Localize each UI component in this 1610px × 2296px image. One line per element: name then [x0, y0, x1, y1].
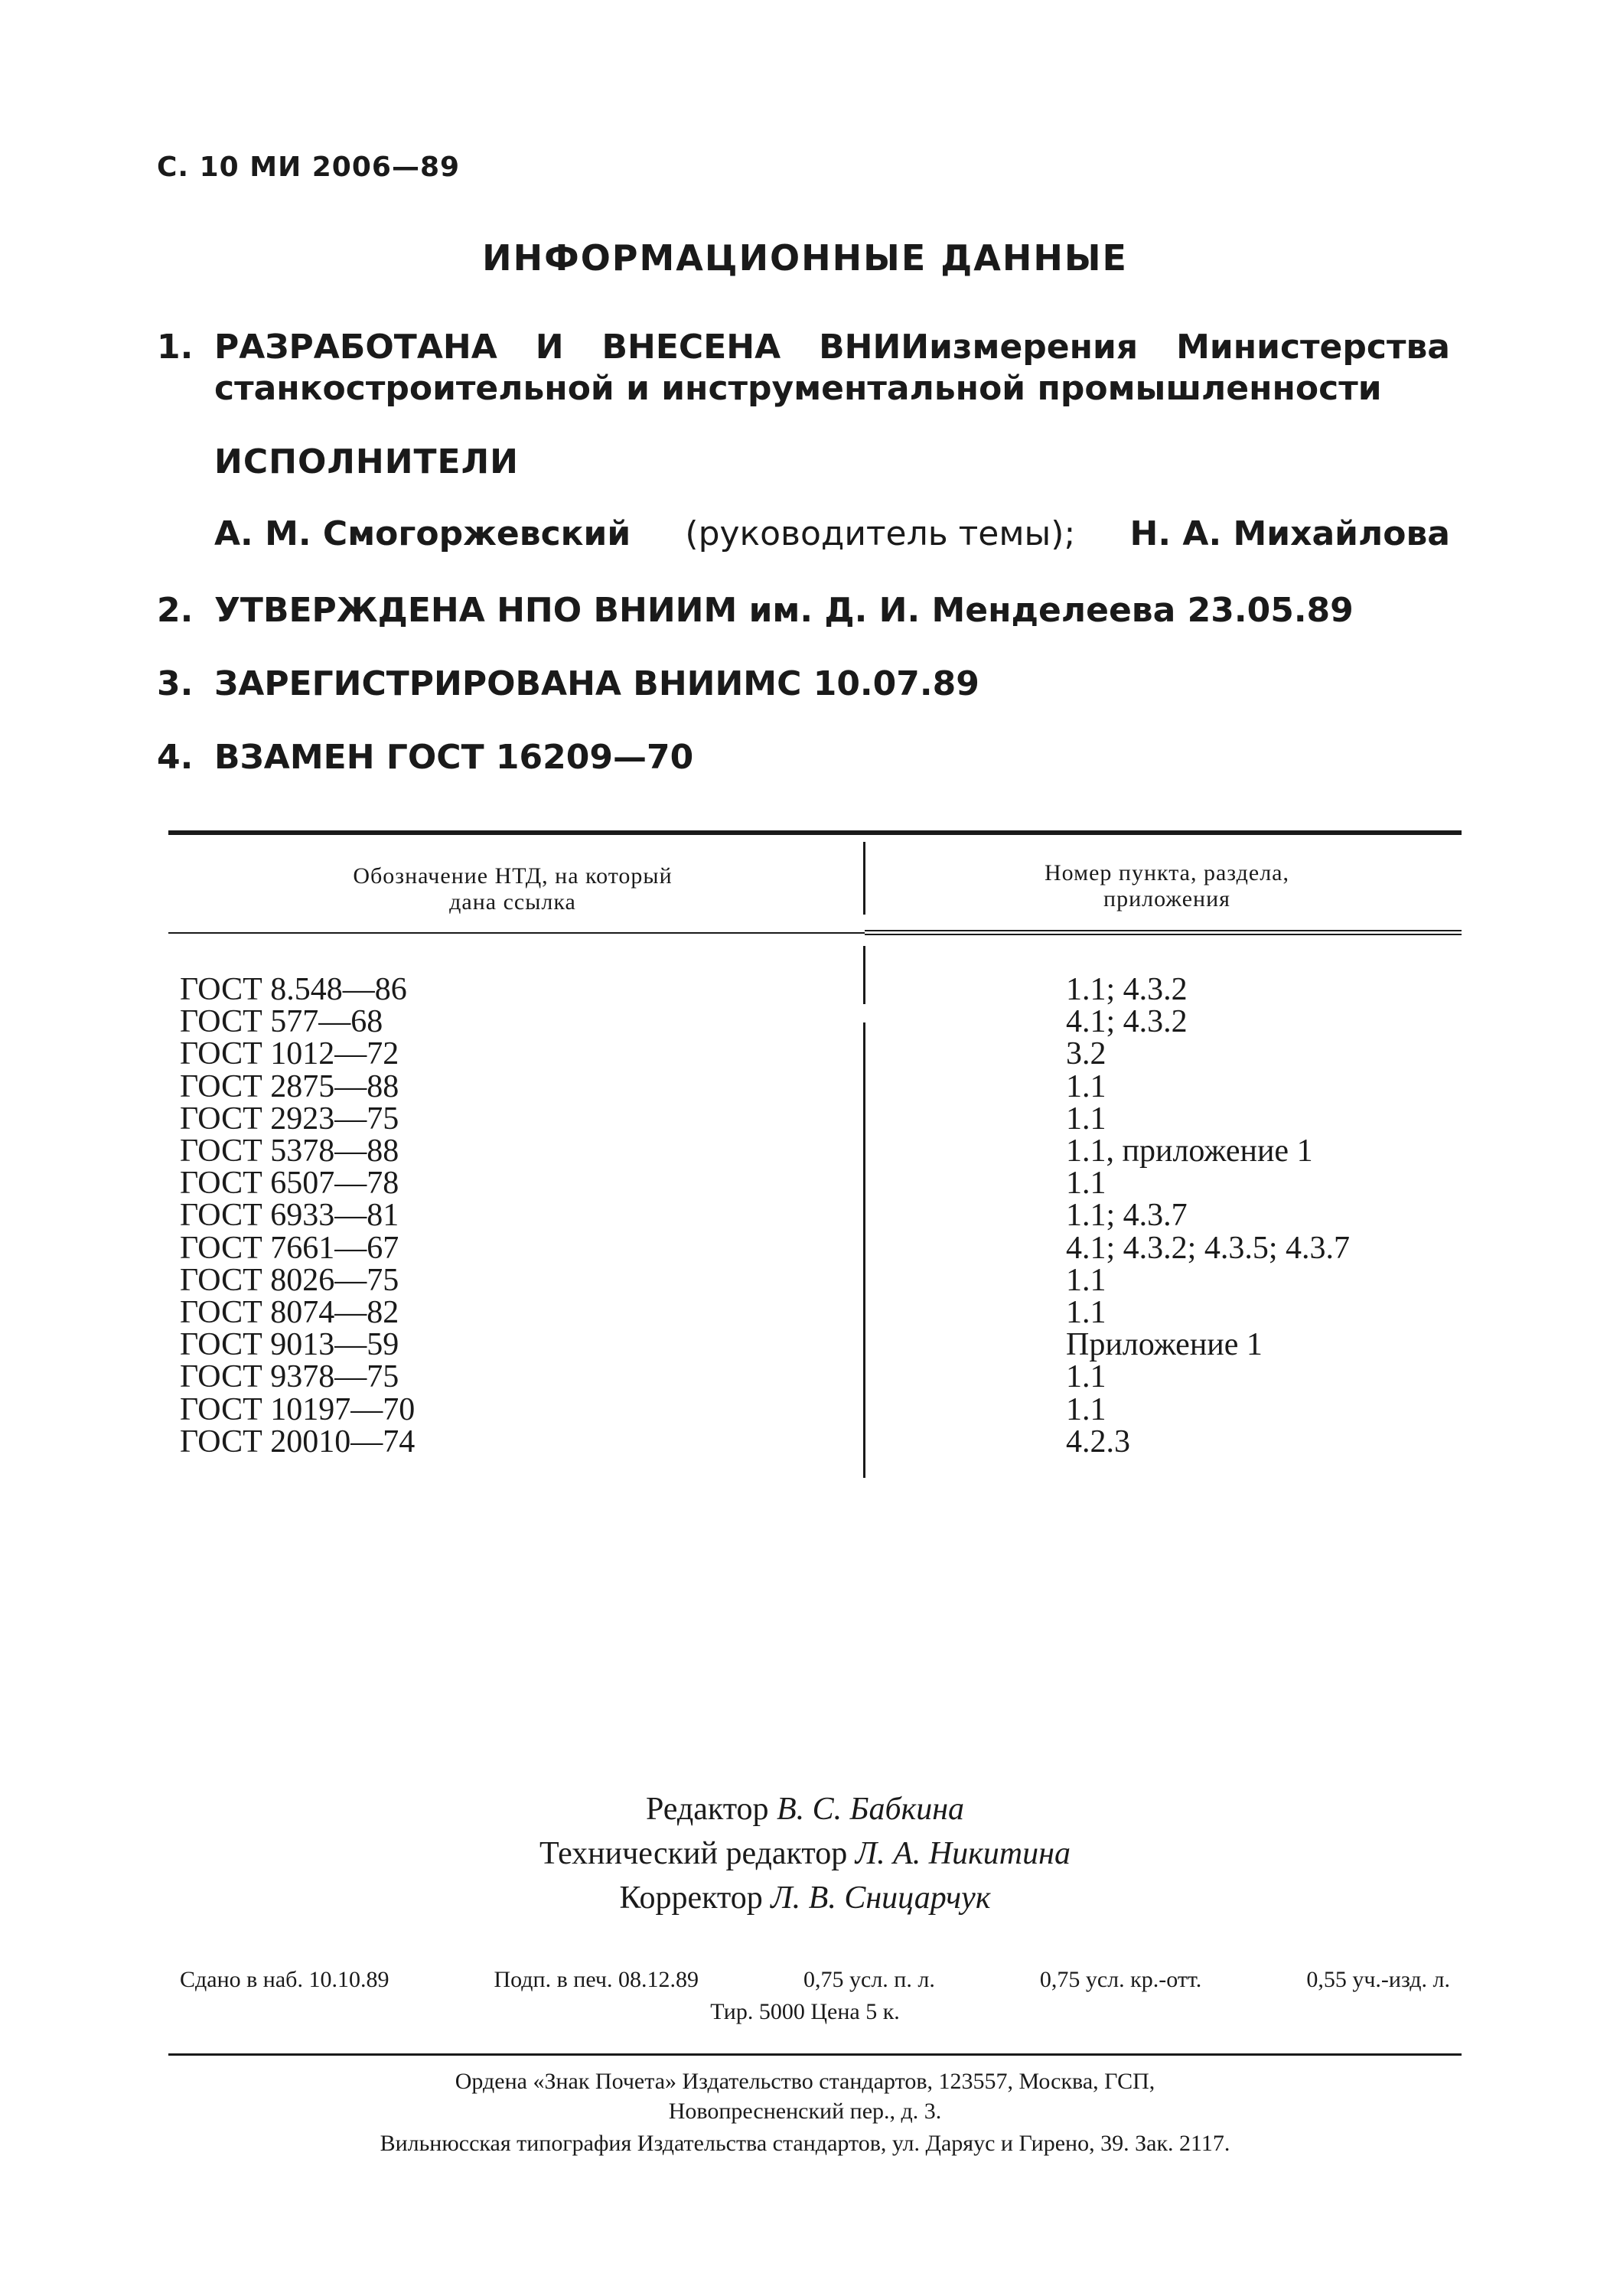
- item-2-number: 2.: [157, 591, 194, 630]
- table-row-reference: 1.1; 4.3.7: [1066, 1198, 1188, 1234]
- item-1-word: ВНЕСЕНА: [601, 328, 781, 367]
- publisher-line-1: Ордена «Знак Почета» Издательство стандартов, 123557, Москва, ГСП,: [455, 2069, 1155, 2094]
- item-1-word: И: [535, 328, 564, 367]
- document-title: ИНФОРМАЦИОННЫЕ ДАННЫЕ: [482, 237, 1128, 279]
- table-row-reference: Приложение 1: [1066, 1327, 1263, 1363]
- credit-editor: Редактор В. С. Бабкина: [645, 1792, 965, 1827]
- table-row-ntd: ГОСТ 20010—74: [180, 1424, 416, 1459]
- item-3-text: ЗАРЕГИСТРИРОВАНА ВНИИМС 10.07.89: [214, 664, 979, 703]
- performer-1: А. М. Смогоржевский: [214, 514, 631, 553]
- table-row-reference: 4.1; 4.3.2; 4.3.5; 4.3.7: [1066, 1230, 1351, 1266]
- table-row-ntd: ГОСТ 9013—59: [180, 1327, 399, 1363]
- table-row-reference: 1.1: [1066, 1295, 1106, 1331]
- table-row-ntd: ГОСТ 5378—88: [180, 1133, 399, 1169]
- table-row-ntd: ГОСТ 6933—81: [180, 1198, 399, 1234]
- item-1-word: Министерства: [1176, 328, 1450, 367]
- credit-tech-editor: Технический редактор Л. А. Никитина: [539, 1836, 1071, 1871]
- table-header-ntd: Обозначение НТД, на который дана ссылка: [353, 863, 673, 915]
- table-row-ntd: ГОСТ 10197—70: [180, 1391, 416, 1427]
- item-1-number: 1.: [157, 328, 194, 367]
- item-4-number: 4.: [157, 738, 194, 777]
- table-row-reference: 1.1, приложение 1: [1066, 1133, 1313, 1169]
- table-row-ntd: ГОСТ 8074—82: [180, 1295, 399, 1331]
- publisher-line-2: Новопресненский пер., д. 3.: [668, 2099, 942, 2124]
- imprint-line-1: Сдано в наб. 10.10.89 Подп. в печ. 08.12.89 0,75 усл. п. л. 0,75 усл. кр.-отт. 0,55 уч.-изд. л.: [180, 1967, 1450, 1992]
- performer-1-role: (руководитель темы);: [685, 514, 1076, 553]
- credit-proofreader: Корректор Л. В. Сницарчук: [619, 1880, 991, 1916]
- table-column-divider: [863, 842, 865, 915]
- printer-line: Вильнюсская типография Издательства стандартов, ул. Даряус и Гирено, 39. Зак. 2117.: [380, 2131, 1230, 2156]
- table-row-ntd: ГОСТ 6507—78: [180, 1166, 399, 1202]
- table-row-reference: 4.1; 4.3.2: [1066, 1004, 1188, 1040]
- table-row-ntd: ГОСТ 8026—75: [180, 1262, 399, 1298]
- table-row-reference: 1.1: [1066, 1262, 1106, 1298]
- table-header-rule-right: [865, 930, 1462, 935]
- item-1-word: ВНИИизмерения: [819, 328, 1139, 367]
- table-column-divider: [863, 946, 865, 1004]
- table-row-ntd: ГОСТ 8.548—86: [180, 972, 407, 1007]
- table-row-reference: 4.2.3: [1066, 1424, 1130, 1459]
- page-reference: С. 10 МИ 2006—89: [157, 152, 461, 183]
- table-row-reference: 3.2: [1066, 1036, 1106, 1072]
- imprint-line-2: Тир. 5000 Цена 5 к.: [710, 1999, 900, 2024]
- table-ntd-column: [180, 974, 415, 1458]
- table-row-ntd: ГОСТ 1012—72: [180, 1036, 399, 1072]
- table-row-reference: 1.1: [1066, 1359, 1106, 1395]
- table-header-rule-left: [168, 932, 865, 934]
- performers-line: [214, 514, 1450, 553]
- table-row-reference: 1.1: [1066, 1101, 1106, 1137]
- footer-rule: [168, 2053, 1462, 2056]
- table-row-reference: 1.1: [1066, 1068, 1106, 1104]
- item-1-line-1: [214, 328, 1450, 367]
- table-top-rule: [168, 830, 1462, 835]
- item-3-number: 3.: [157, 664, 194, 703]
- table-header-reference: Номер пункта, раздела, приложения: [1045, 860, 1289, 912]
- table-row-ntd: ГОСТ 577—68: [180, 1004, 383, 1040]
- table-row-ntd: ГОСТ 2923—75: [180, 1101, 399, 1137]
- item-2-text: УТВЕРЖДЕНА НПО ВНИИМ им. Д. И. Менделеева 23.05.89: [214, 591, 1354, 630]
- table-row-reference: 1.1: [1066, 1166, 1106, 1202]
- item-1-line-2: станкостроительной и инструментальной промышленности: [214, 369, 1382, 408]
- item-1-word: РАЗРАБОТАНА: [214, 328, 497, 367]
- performers-label: ИСПОЛНИТЕЛИ: [214, 442, 519, 481]
- table-row-reference: 1.1; 4.3.2: [1066, 972, 1188, 1007]
- table-row-reference: 1.1: [1066, 1391, 1106, 1427]
- table-row-ntd: ГОСТ 9378—75: [180, 1359, 399, 1395]
- table-row-ntd: ГОСТ 2875—88: [180, 1068, 399, 1104]
- performer-2: Н. А. Михайлова: [1129, 514, 1450, 553]
- table-row-ntd: ГОСТ 7661—67: [180, 1230, 399, 1266]
- table-column-divider: [863, 1022, 865, 1478]
- item-4-text: ВЗАМЕН ГОСТ 16209—70: [214, 738, 694, 777]
- table-reference-column: [1066, 974, 1350, 1458]
